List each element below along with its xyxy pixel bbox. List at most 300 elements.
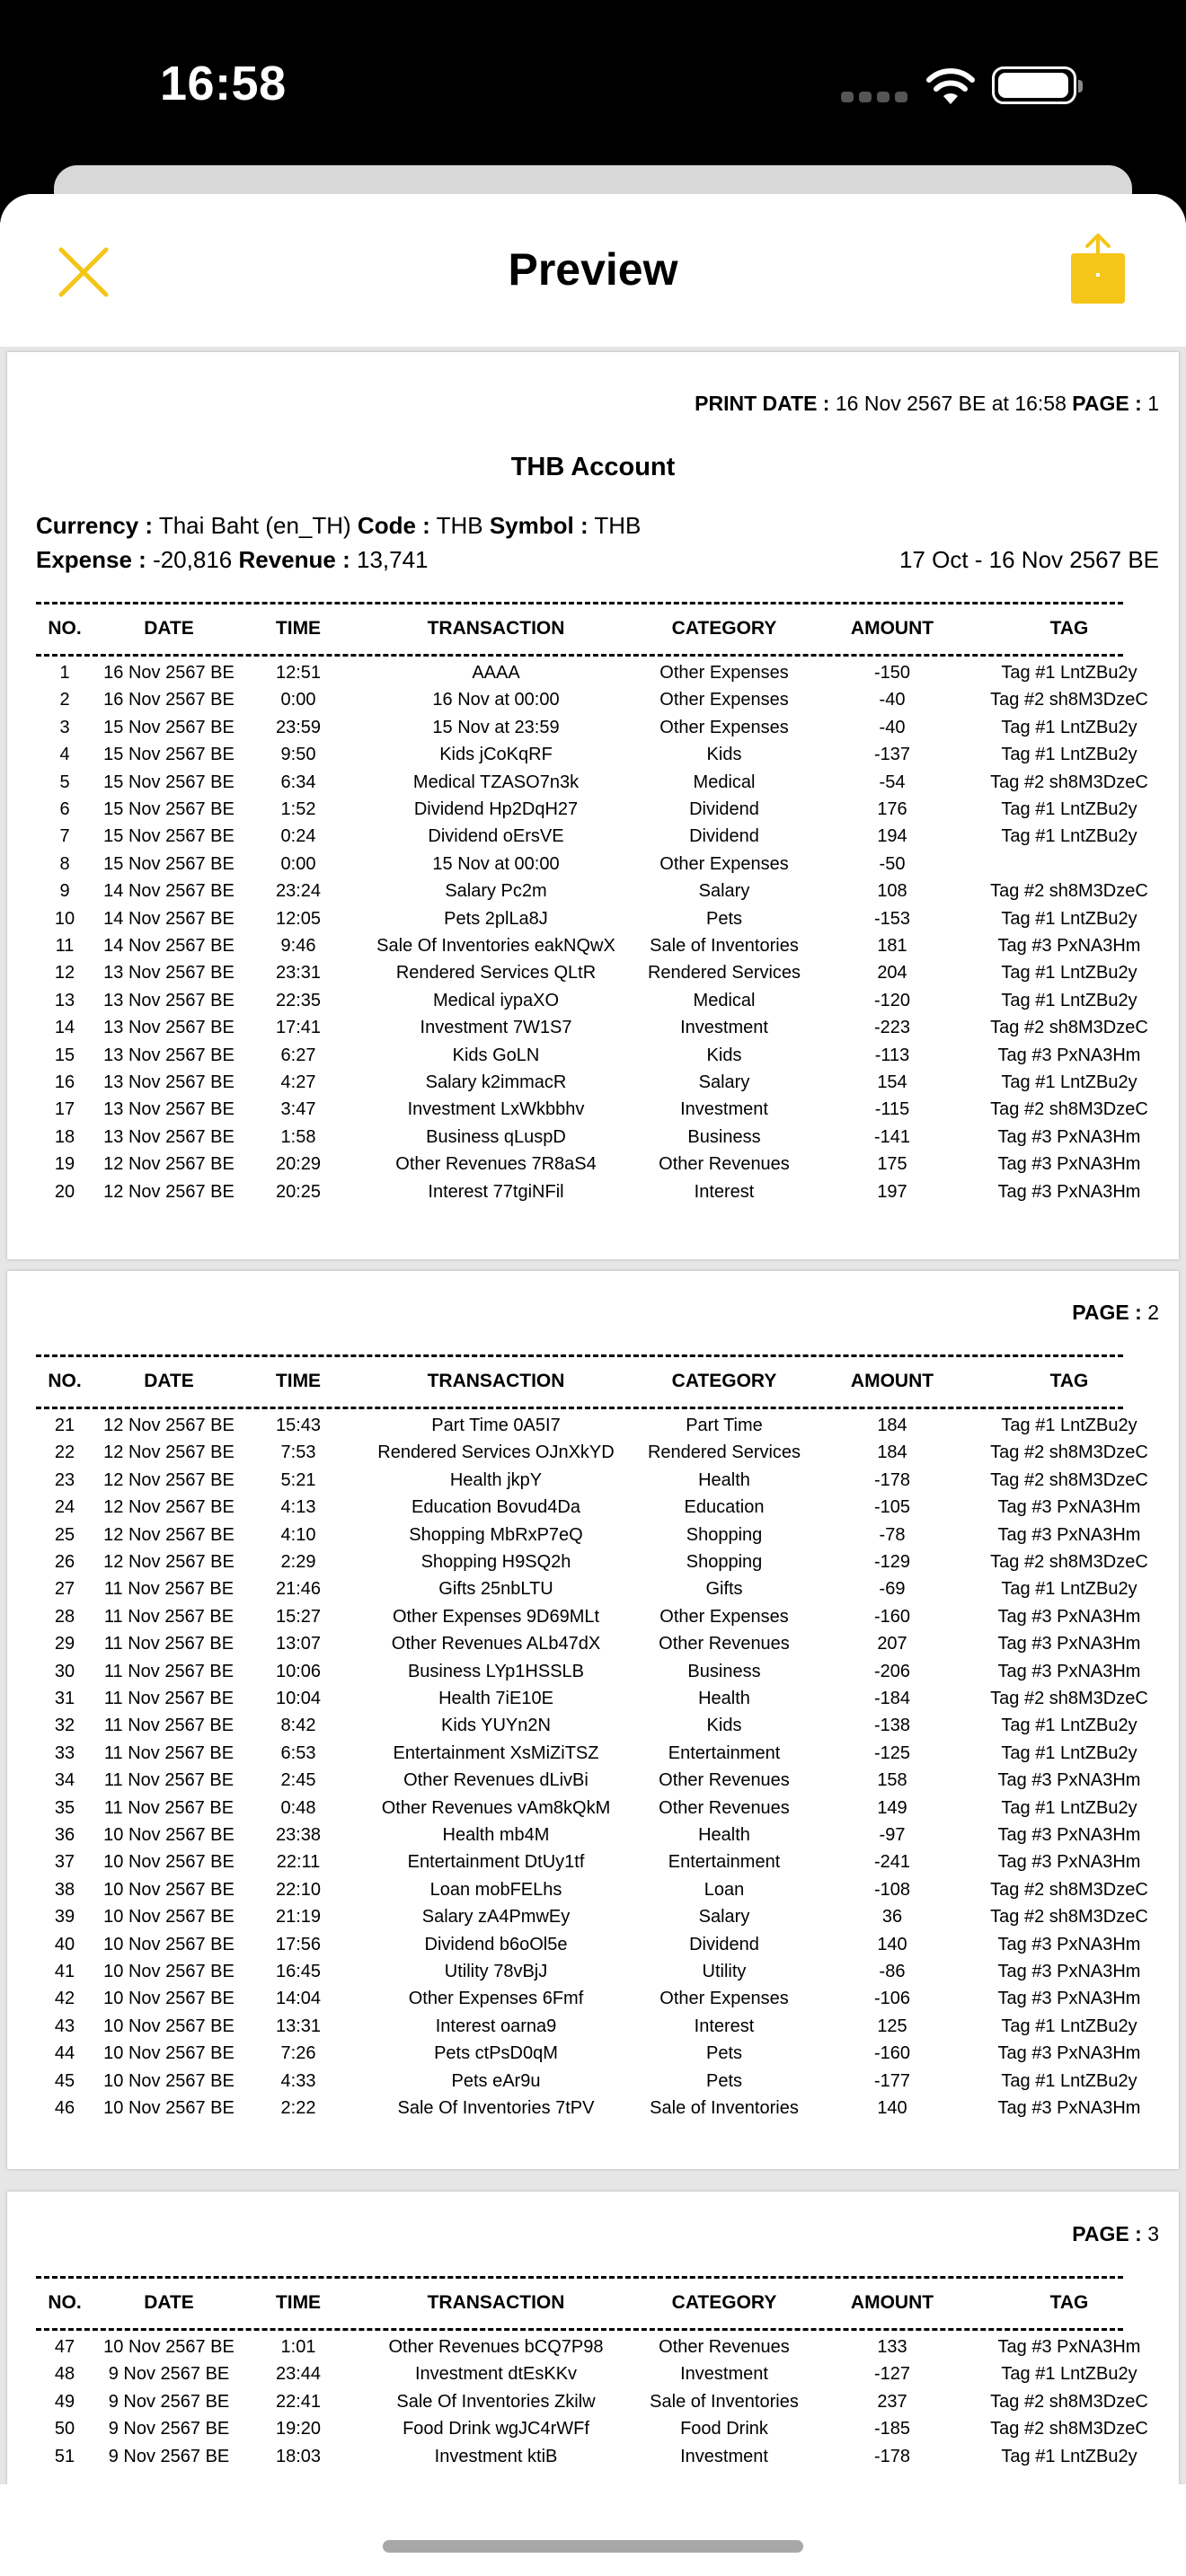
divider [36, 1354, 1123, 1357]
table-row [7, 1743, 1179, 1770]
header-col-category: CATEGORY [671, 618, 777, 639]
table-row [7, 936, 1179, 963]
col-amount: -115 [874, 1099, 910, 1120]
nav-bar [0, 194, 1186, 347]
col-no: 19 [54, 1154, 75, 1175]
col-date: 11 Nov 2567 BE [103, 1579, 235, 1600]
col-amount: -129 [873, 1552, 911, 1572]
col-time: 20:29 [275, 1154, 322, 1175]
col-category: Health [698, 1689, 750, 1708]
table-row [7, 826, 1179, 853]
currency-label: Currency : [36, 512, 154, 539]
col-time: 0:00 [280, 690, 316, 710]
col-time: 1:52 [280, 799, 316, 819]
col-date: 15 Nov 2567 BE [103, 826, 235, 847]
col-amount: 184 [877, 1442, 907, 1463]
col-date: 15 Nov 2567 BE [103, 717, 235, 737]
col-tag: Tag #1 LntZBu2y [1001, 717, 1137, 737]
col-date: 9 Nov 2567 BE [108, 2446, 230, 2466]
col-category: Shopping [686, 1552, 763, 1572]
revenue-label: Revenue : [238, 546, 350, 573]
col-transaction: Other Revenues dLivBi [403, 1770, 589, 1791]
col-no: 11 [55, 936, 75, 956]
col-transaction: Part Time 0A5I7 [431, 1416, 561, 1435]
col-date: 10 Nov 2567 BE [103, 2337, 235, 2357]
header-col-date: DATE [144, 2292, 194, 2313]
col-no: 7 [59, 826, 70, 847]
col-time: 15:43 [275, 1416, 322, 1435]
col-amount: -108 [873, 1879, 911, 1900]
table-row [7, 1962, 1179, 1989]
col-time: 23:24 [275, 881, 322, 902]
table-row [7, 1154, 1179, 1181]
col-category: Other Revenues [659, 1634, 790, 1654]
col-transaction: Kids YUYn2N [441, 1716, 551, 1736]
col-date: 12 Nov 2567 BE [103, 1552, 235, 1572]
col-time: 19:20 [275, 2419, 322, 2439]
table-row [7, 1525, 1179, 1552]
col-category: Interest [694, 1181, 755, 1202]
col-time: 4:10 [280, 1524, 316, 1545]
col-tag: Tag #1 LntZBu2y [1001, 2070, 1137, 2091]
col-category: Other Expenses [659, 663, 789, 683]
col-transaction: Dividend Hp2DqH27 [413, 799, 579, 819]
col-time: 0:48 [280, 1797, 316, 1818]
col-category: Investment [680, 2364, 768, 2385]
home-indicator[interactable] [383, 2540, 803, 2553]
header-col-no: NO. [48, 2292, 82, 2313]
col-category: Education [684, 1497, 765, 1518]
col-tag: Tag #2 sh8M3DzeC [990, 1879, 1148, 1900]
col-no: 35 [54, 1797, 75, 1818]
col-time: 10:06 [275, 1661, 322, 1681]
col-time: 4:13 [280, 1497, 316, 1518]
col-amount: -113 [874, 1045, 910, 1065]
header-col-transaction: TRANSACTION [427, 618, 565, 639]
col-no: 45 [54, 2070, 75, 2091]
print-date: 16 Nov 2567 BE at 16:58 [835, 392, 1067, 415]
col-tag: Tag #1 LntZBu2y [1001, 799, 1137, 819]
col-transaction: Other Expenses 6Fmf [408, 1989, 584, 2009]
col-amount: -178 [873, 1469, 911, 1490]
header-col-tag: TAG [1049, 2292, 1089, 2313]
col-time: 22:35 [275, 990, 322, 1010]
col-time: 3:47 [280, 1099, 316, 1120]
col-amount: -127 [873, 2364, 911, 2385]
table-row [7, 1442, 1179, 1469]
col-amount: -184 [873, 1689, 911, 1708]
col-tag: Tag #3 PxNA3Hm [997, 1934, 1141, 1954]
col-date: 11 Nov 2567 BE [103, 1689, 235, 1708]
col-tag: Tag #3 PxNA3Hm [997, 1989, 1141, 2009]
col-category: Business [687, 1661, 761, 1681]
col-tag: Tag #3 PxNA3Hm [997, 1962, 1141, 1981]
divider [36, 654, 1123, 657]
status-bar [0, 0, 1186, 171]
table-row [7, 1127, 1179, 1154]
col-transaction: Kids jCoKqRF [439, 745, 553, 765]
col-amount: 176 [877, 799, 907, 819]
col-category: Kids [706, 1716, 742, 1736]
col-date: 15 Nov 2567 BE [103, 745, 235, 765]
col-amount: -106 [873, 1989, 911, 2009]
col-tag: Tag #2 sh8M3DzeC [990, 881, 1148, 902]
col-tag: Tag #2 sh8M3DzeC [990, 1552, 1148, 1572]
col-tag: Tag #1 LntZBu2y [1001, 2446, 1137, 2466]
col-date: 11 Nov 2567 BE [103, 1797, 235, 1818]
col-transaction: Medical TZASO7n3k [412, 772, 580, 792]
col-date: 10 Nov 2567 BE [103, 2016, 235, 2036]
col-category: Pets [705, 908, 743, 929]
table-row [7, 1716, 1179, 1742]
col-category: Rendered Services [647, 963, 801, 984]
col-no: 38 [54, 1879, 75, 1900]
col-date: 13 Nov 2567 BE [103, 1045, 235, 1065]
print-header [1072, 1301, 1159, 1325]
col-transaction: Pets ctPsD0qM [434, 2043, 558, 2064]
col-amount: 133 [877, 2337, 907, 2357]
col-category: Sale of Inventories [650, 936, 799, 956]
col-category: Entertainment [668, 1852, 781, 1873]
col-tag: Tag #1 LntZBu2y [1001, 1742, 1137, 1763]
col-date: 10 Nov 2567 BE [103, 2098, 235, 2118]
col-transaction: Investment LxWkbbhv [407, 1099, 585, 1120]
col-amount: 197 [877, 1181, 907, 1202]
col-transaction: Health jkpY [449, 1469, 543, 1490]
col-date: 12 Nov 2567 BE [103, 1497, 235, 1518]
col-time: 8:42 [280, 1716, 316, 1736]
col-tag: Tag #3 PxNA3Hm [997, 1606, 1141, 1627]
col-transaction: Sale Of Inventories eakNQwX [376, 936, 615, 956]
col-time: 9:50 [280, 745, 316, 765]
col-amount: 184 [877, 1416, 907, 1435]
col-tag: Tag #3 PxNA3Hm [997, 1770, 1141, 1791]
col-category: Rendered Services [647, 1442, 801, 1463]
col-time: 17:56 [275, 1934, 322, 1954]
col-amount: 108 [877, 881, 907, 902]
table-row [7, 1497, 1179, 1524]
col-date: 13 Nov 2567 BE [103, 990, 235, 1010]
col-category: Kids [706, 1045, 742, 1065]
col-amount: -105 [873, 1497, 911, 1518]
header-col-amount: AMOUNT [850, 1371, 934, 1391]
col-category: Sale of Inventories [650, 2391, 799, 2412]
col-transaction: Health 7iE10E [438, 1689, 553, 1708]
divider [36, 1407, 1123, 1409]
table-row [7, 1662, 1179, 1689]
col-time: 2:45 [280, 1770, 316, 1791]
header-col-time: TIME [275, 618, 322, 639]
col-amount: -78 [879, 1524, 906, 1545]
col-category: Utility [702, 1962, 747, 1981]
col-amount: -206 [873, 1661, 911, 1681]
currency-value: Thai Baht (en_TH) [158, 512, 351, 539]
col-time: 23:44 [275, 2364, 322, 2385]
table-row [7, 1552, 1179, 1579]
col-category: Dividend [689, 826, 759, 847]
col-time: 21:46 [275, 1579, 322, 1600]
expense-label: Expense : [36, 546, 146, 573]
col-category: Gifts [705, 1579, 743, 1600]
col-no: 29 [54, 1634, 75, 1654]
col-category: Dividend [689, 1934, 759, 1954]
col-no: 34 [54, 1770, 75, 1791]
col-no: 28 [54, 1606, 75, 1627]
col-no: 48 [54, 2364, 75, 2385]
col-category: Entertainment [668, 1742, 781, 1763]
col-category: Salary [698, 881, 750, 902]
col-no: 36 [54, 1825, 75, 1845]
col-transaction: Dividend oErsVE [428, 826, 564, 847]
header-col-date: DATE [144, 618, 194, 639]
col-tag: Tag #3 PxNA3Hm [997, 1825, 1141, 1845]
table-row [7, 745, 1179, 772]
col-amount: -141 [873, 1126, 911, 1147]
col-tag: Tag #3 PxNA3Hm [997, 1634, 1141, 1654]
col-tag: Tag #3 PxNA3Hm [997, 1181, 1141, 1202]
col-amount: -223 [873, 1018, 911, 1038]
expense-value: -20,816 [153, 546, 233, 573]
col-time: 6:27 [280, 1045, 316, 1065]
col-amount: -137 [873, 745, 911, 765]
col-transaction: Other Revenues ALb47dX [391, 1634, 601, 1654]
col-category: Loan [704, 1879, 745, 1900]
table-row [7, 1099, 1179, 1126]
table-row [7, 963, 1179, 990]
col-date: 12 Nov 2567 BE [103, 1154, 235, 1175]
col-transaction: Entertainment XsMiZiTSZ [393, 1742, 599, 1763]
col-transaction: Other Revenues 7R8aS4 [395, 1154, 597, 1175]
col-transaction: Food Drink wgJC4rWFf [403, 2419, 589, 2439]
col-transaction: Sale Of Inventories 7tPV [397, 2098, 595, 2118]
col-no: 14 [54, 1018, 75, 1038]
col-tag: Tag #2 sh8M3DzeC [990, 2419, 1148, 2439]
status-time: 16:58 [160, 57, 287, 110]
header-col-time: TIME [275, 2292, 322, 2313]
col-transaction: 16 Nov at 00:00 [432, 690, 560, 710]
col-tag: Tag #1 LntZBu2y [1001, 963, 1137, 984]
col-tag: Tag #3 PxNA3Hm [997, 2337, 1141, 2357]
col-no: 20 [54, 1181, 75, 1202]
print-header [695, 392, 1159, 416]
col-no: 9 [59, 881, 70, 902]
col-transaction: Pets 2plLa8J [444, 908, 548, 929]
col-tag: Tag #3 PxNA3Hm [997, 1126, 1141, 1147]
col-tag: Tag #3 PxNA3Hm [997, 1661, 1141, 1681]
col-category: Food Drink [680, 2419, 768, 2439]
col-no: 44 [54, 2043, 75, 2064]
page-number: 2 [1147, 1301, 1159, 1324]
col-amount: 36 [881, 1907, 903, 1928]
col-date: 9 Nov 2567 BE [108, 2419, 230, 2439]
code-label: Code : [357, 512, 430, 539]
table-row [7, 718, 1179, 745]
col-tag: Tag #2 sh8M3DzeC [990, 690, 1148, 710]
col-time: 0:00 [280, 853, 316, 874]
col-date: 14 Nov 2567 BE [103, 908, 235, 929]
col-date: 15 Nov 2567 BE [103, 853, 235, 874]
col-time: 13:07 [275, 1634, 322, 1654]
table-row [7, 1579, 1179, 1606]
col-transaction: Other Revenues vAm8kQkM [381, 1797, 611, 1818]
col-time: 21:19 [275, 1907, 322, 1928]
col-no: 26 [54, 1552, 75, 1572]
table-row [7, 1825, 1179, 1852]
col-no: 23 [54, 1469, 75, 1490]
divider [36, 2328, 1123, 2331]
col-transaction: Loan mobFELhs [429, 1879, 562, 1900]
header-col-tag: TAG [1049, 618, 1089, 639]
col-date: 15 Nov 2567 BE [103, 772, 235, 792]
col-amount: 125 [877, 2016, 907, 2036]
col-transaction: 15 Nov at 23:59 [432, 717, 560, 737]
col-tag: Tag #1 LntZBu2y [1001, 908, 1137, 929]
col-date: 10 Nov 2567 BE [103, 1825, 235, 1845]
col-tag: Tag #1 LntZBu2y [1001, 1716, 1137, 1736]
divider [36, 602, 1123, 604]
col-tag: Tag #3 PxNA3Hm [997, 1045, 1141, 1065]
col-no: 13 [54, 990, 75, 1010]
col-no: 33 [54, 1742, 75, 1763]
table-row [7, 2447, 1179, 2474]
col-date: 10 Nov 2567 BE [103, 2043, 235, 2064]
col-transaction: Salary zA4PmwEy [421, 1907, 571, 1928]
header-col-time: TIME [275, 1371, 322, 1391]
col-no: 5 [59, 772, 70, 792]
col-amount: -86 [879, 1962, 906, 1981]
col-no: 3 [59, 717, 70, 737]
table-row [7, 1416, 1179, 1442]
table-row [7, 2043, 1179, 2070]
col-transaction: Rendered Services QLtR [395, 963, 597, 984]
col-category: Other Expenses [659, 717, 789, 737]
col-time: 16:45 [275, 1962, 322, 1981]
col-date: 13 Nov 2567 BE [103, 1099, 235, 1120]
col-category: Other Revenues [659, 1797, 790, 1818]
share-icon[interactable] [1071, 234, 1125, 305]
col-tag: Tag #2 sh8M3DzeC [990, 1442, 1148, 1463]
pdf-preview[interactable] [0, 347, 1186, 2484]
col-date: 11 Nov 2567 BE [103, 1606, 235, 1627]
header-col-category: CATEGORY [671, 1371, 777, 1391]
col-no: 27 [54, 1579, 75, 1600]
col-amount: 175 [877, 1154, 907, 1175]
table-row [7, 690, 1179, 717]
col-category: Other Revenues [659, 1770, 790, 1791]
col-amount: -40 [879, 717, 906, 737]
col-amount: 207 [877, 1634, 907, 1654]
table-row [7, 1018, 1179, 1045]
date-range: 17 Oct - 16 Nov 2567 BE [898, 546, 1159, 573]
header-col-tag: TAG [1049, 1371, 1089, 1391]
col-date: 11 Nov 2567 BE [103, 1661, 235, 1681]
col-transaction: Shopping MbRxP7eQ [409, 1524, 583, 1545]
col-date: 12 Nov 2567 BE [103, 1442, 235, 1463]
col-no: 6 [59, 799, 70, 819]
currency-info [36, 512, 641, 540]
table-row [7, 1907, 1179, 1934]
col-category: Other Expenses [659, 853, 789, 874]
table-row [7, 2016, 1179, 2043]
col-date: 9 Nov 2567 BE [108, 2364, 230, 2385]
col-amount: 194 [877, 826, 907, 847]
col-amount: -185 [873, 2419, 911, 2439]
col-amount: -69 [879, 1579, 906, 1600]
totals-info [36, 546, 429, 574]
col-time: 14:04 [275, 1989, 322, 2009]
report-page [7, 1271, 1179, 2169]
col-amount: -40 [879, 690, 906, 710]
col-date: 10 Nov 2567 BE [103, 1989, 235, 2009]
col-category: Pets [705, 2070, 743, 2091]
col-amount: 237 [877, 2391, 907, 2412]
col-category: Kids [706, 745, 742, 765]
col-amount: -160 [873, 2043, 911, 2064]
col-transaction: Business LYp1HSSLB [407, 1661, 585, 1681]
col-tag: Tag #1 LntZBu2y [1001, 2016, 1137, 2036]
col-time: 5:21 [280, 1469, 316, 1490]
col-time: 22:11 [276, 1852, 321, 1873]
table-row [7, 799, 1179, 826]
col-date: 11 Nov 2567 BE [103, 1634, 235, 1654]
col-tag: Tag #3 PxNA3Hm [997, 2043, 1141, 2064]
col-time: 6:34 [280, 772, 316, 792]
col-transaction: Education Bovud4Da [412, 1497, 580, 1518]
col-transaction: Interest 77tgiNFil [428, 1181, 564, 1202]
table-row [7, 663, 1179, 690]
table-row [7, 991, 1179, 1018]
col-date: 13 Nov 2567 BE [103, 1072, 235, 1092]
col-transaction: Sale Of Inventories Zkilw [396, 2391, 596, 2412]
table-row [7, 2364, 1179, 2391]
col-date: 14 Nov 2567 BE [103, 881, 235, 902]
col-no: 4 [59, 745, 70, 765]
col-tag: Tag #1 LntZBu2y [1001, 2364, 1137, 2385]
col-no: 49 [54, 2391, 75, 2412]
col-category: Other Expenses [659, 690, 789, 710]
account-title: THB Account [510, 453, 676, 481]
code-value: THB [436, 512, 483, 539]
col-category: Health [698, 1825, 750, 1845]
col-amount: -150 [873, 663, 911, 683]
col-transaction: Entertainment DtUy1tf [407, 1852, 585, 1873]
col-date: 12 Nov 2567 BE [103, 1469, 235, 1490]
col-transaction: 15 Nov at 00:00 [432, 853, 560, 874]
col-date: 12 Nov 2567 BE [103, 1416, 235, 1435]
symbol-value: THB [594, 512, 642, 539]
col-tag: Tag #3 PxNA3Hm [997, 1154, 1141, 1175]
table-row [7, 1689, 1179, 1716]
col-transaction: Investment dtEsKKv [414, 2364, 578, 2385]
col-category: Medical [693, 772, 756, 792]
table-row [7, 2392, 1179, 2419]
col-no: 46 [54, 2098, 75, 2118]
col-no: 43 [54, 2016, 75, 2036]
table-row [7, 1634, 1179, 1661]
table-row [7, 1989, 1179, 2016]
col-transaction: AAAA [472, 663, 520, 683]
col-no: 12 [54, 963, 75, 984]
col-date: 10 Nov 2567 BE [103, 2070, 235, 2091]
col-category: Medical [693, 990, 756, 1010]
col-transaction: Rendered Services OJnXkYD [377, 1442, 615, 1463]
report-page [7, 352, 1179, 1259]
col-category: Shopping [686, 1524, 763, 1545]
table-row [7, 2337, 1179, 2364]
col-transaction: Pets eAr9u [451, 2070, 541, 2091]
col-tag: Tag #2 sh8M3DzeC [990, 1018, 1148, 1038]
col-tag: Tag #2 sh8M3DzeC [990, 1907, 1148, 1928]
